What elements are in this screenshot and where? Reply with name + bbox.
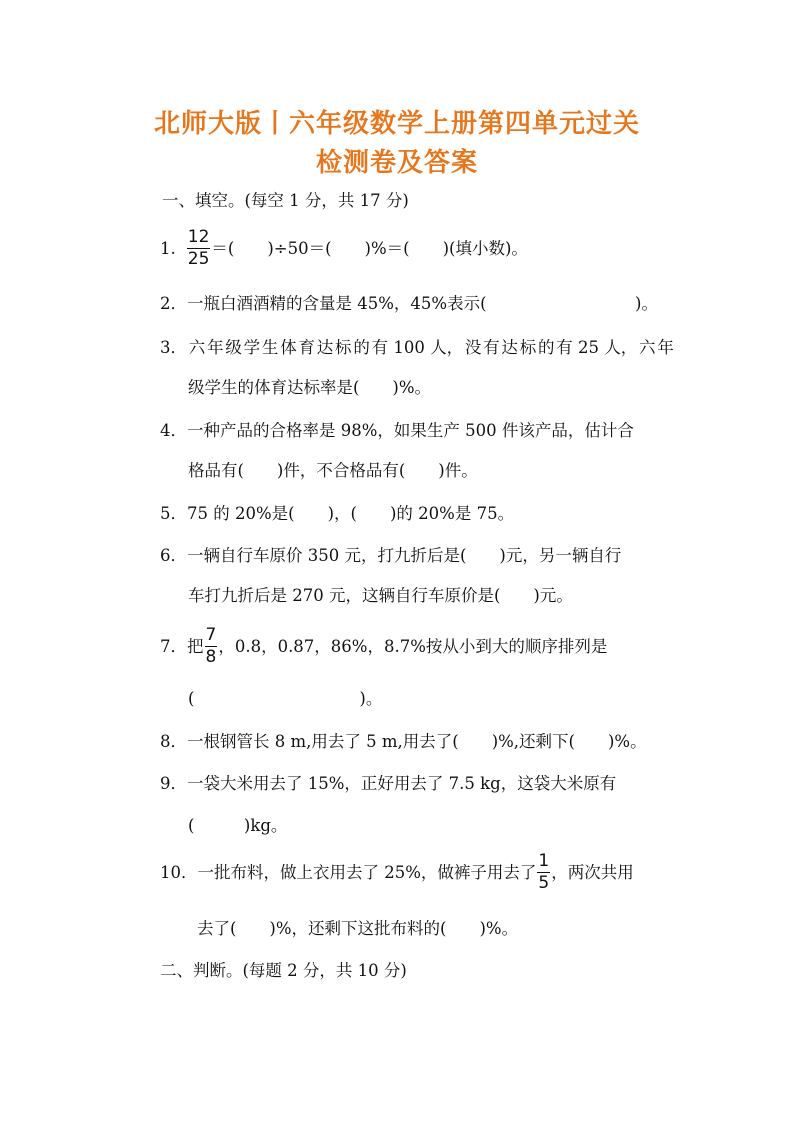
question-6-line2: 车打九折后是 270 元，这辆自行车原价是( )元。 [188,586,573,605]
question-7-line1 [160,627,607,666]
question-3-line2: 级学生的体育达标率是( )%。 [188,378,432,397]
fraction-denominator: 25 [187,249,210,269]
question-3-line1 [160,337,674,359]
question-3-segment: 标 [335,338,352,357]
fraction-denominator: 8 [205,647,217,667]
question-4-line1: 4．一种产品的合格率是 98%，如果生产 500 件该产品，估计合 [160,421,634,440]
question-3-segment: 有 [483,338,500,357]
question-3-segment: 的 [537,338,555,357]
fraction-1-5 [537,853,550,892]
question-3-segment: 级 [225,338,242,357]
fraction-12-25 [187,229,211,268]
question-3-segment: 达 [316,338,334,357]
question-3-segment: 年 [207,338,224,357]
section2-heading: 二、判断。(每题 2 分，共 10 分) [160,961,407,980]
question-3-segment: 生 [261,338,279,357]
question-10-line2: 去了( )%，还剩下这批布料的( )%。 [197,919,519,938]
question-10-prefix: 10．一批布料，做上衣用去了 25%，做裤子用去了 [160,862,537,882]
question-3-segment: 学 [243,338,261,357]
question-7-line2: ( )。 [188,689,383,708]
question-3-segment: 有 25 人， [556,338,638,357]
fraction-denominator: 5 [538,873,550,893]
question-7-prefix: 7．把 [160,636,204,656]
question-1 [160,229,528,268]
section1-heading: 一、填空。(每空 1 分，共 17 分) [162,191,409,210]
question-3-segment: 的 [353,338,370,357]
question-3-segment: 没 [464,338,482,357]
question-3-segment: 育 [298,338,315,357]
question-3-segment: 3． [160,338,187,357]
question-10-rest: ，两次共用 [551,862,634,882]
question-1-number: 1. [160,238,176,258]
question-10-line1 [160,853,634,892]
question-9-line1: 9．一袋大米用去了 15%，正好用去了 7.5 kg，这袋大米原有 [160,774,617,793]
question-3-segment: 六 [639,338,656,357]
question-1-rest: ＝( )÷50＝( )%＝( )(填小数)。 [211,238,528,258]
question-2: 2．一瓶白酒酒精的含量是 45%，45%表示( )。 [160,294,658,313]
question-3-segment: 标 [519,338,537,357]
question-8: 8．一根钢管长 8 m,用去了 5 m,用去了( )%,还剩下( )%。 [160,732,647,751]
fraction-7-8 [205,627,218,666]
fraction-numerator: 12 [187,227,210,247]
document-title-line1: 北师大版丨六年级数学上册第四单元过关 [153,109,640,139]
document-title-line2: 检测卷及答案 [315,148,478,178]
question-3-segment: 体 [280,338,297,357]
question-3-segment: 有 100 人， [371,338,464,357]
question-3-segment: 达 [501,338,518,357]
question-6-line1: 6．一辆自行车原价 350 元，打九折后是( )元，另一辆自行 [160,546,622,565]
question-7-rest: ，0.8，0.87，86%，8.7%按从小到大的顺序排列是 [218,636,608,656]
question-9-line2: ( )kg。 [188,816,288,835]
question-5: 5．75 的 20%是( )，( )的 20%是 75。 [160,504,515,523]
question-4-line2: 格品有( )件，不合格品有( )件。 [188,461,478,480]
question-3-segment: 年 [657,338,674,357]
fraction-numerator: 1 [538,851,550,871]
fraction-numerator: 7 [205,625,217,645]
question-3-segment: 六 [188,338,206,357]
